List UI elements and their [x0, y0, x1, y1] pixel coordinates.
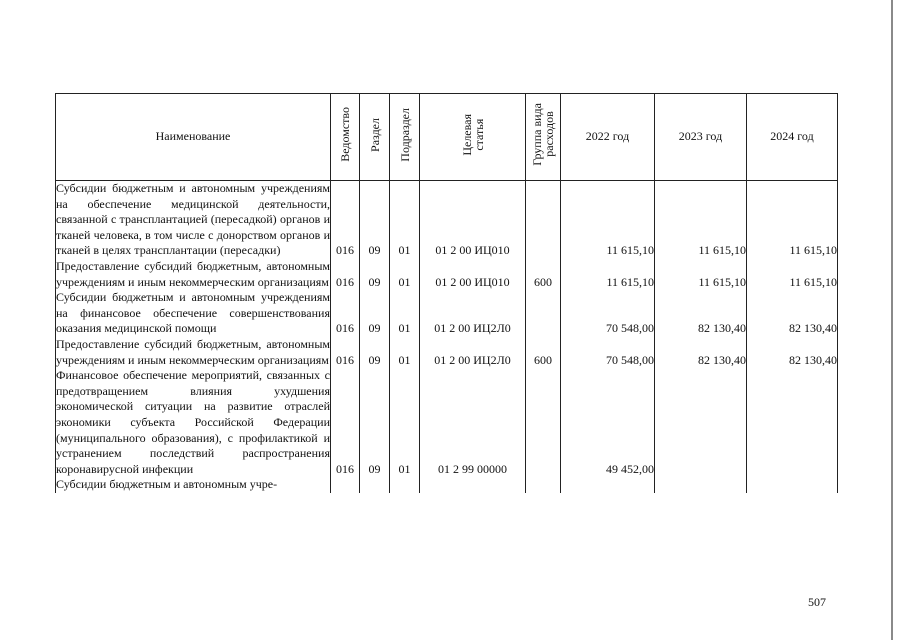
row-subsection: 01 — [390, 259, 420, 290]
row-expense-group — [526, 290, 561, 337]
table-row — [56, 290, 838, 337]
row-amount-2023: 11 615,10 — [655, 259, 747, 290]
row-amount-2022: 70 548,00 — [561, 290, 655, 337]
table-row — [56, 477, 838, 493]
row-subsection: 01 — [390, 290, 420, 337]
header-year-2022-label: 2022 год — [585, 129, 630, 144]
row-section: 09 — [360, 368, 390, 477]
row-section: 09 — [360, 181, 390, 259]
row-expense-group — [526, 181, 561, 259]
header-target-item — [420, 94, 526, 181]
row-amount-2024 — [747, 477, 838, 493]
header-row — [56, 94, 838, 181]
row-section: 09 — [360, 290, 390, 337]
header-section — [360, 94, 390, 181]
row-name: Предоставление субсидий бюджетным, автономным учреждениям и иным некоммерческим организациям — [56, 336, 330, 367]
table-row — [56, 368, 838, 477]
row-amount-2024 — [747, 368, 838, 477]
row-amount-2022: 11 615,10 — [561, 181, 655, 259]
header-expense-group — [526, 94, 561, 181]
header-name — [56, 94, 331, 181]
row-amount-2022: 70 548,00 — [561, 337, 655, 368]
row-amount-2023: 82 130,40 — [655, 290, 747, 337]
row-amount-2022 — [561, 477, 655, 493]
budget-table — [55, 93, 838, 493]
row-target-item: 01 2 00 ИЦ2Л0 — [420, 290, 526, 337]
header-expense-group-label: Группа вида расходов — [530, 103, 556, 167]
row-name: Финансовое обеспечение мероприятий, связанных с предотвращением влияния ухудшения экономической ситуации на развитие отраслей экономики субъекта Российской Федерации (муниципального образования), с профилактикой и устранением последствий распространения коронавирусной инфекции — [56, 368, 330, 476]
row-amount-2023 — [655, 477, 747, 493]
row-department: 016 — [331, 259, 360, 290]
row-amount-2023 — [655, 368, 747, 477]
header-section-label: Раздел — [367, 117, 382, 152]
row-subsection: 01 — [390, 181, 420, 259]
row-expense-group — [526, 477, 561, 493]
row-section: 09 — [360, 337, 390, 368]
row-name: Субсидии бюджетным и автономным учреждениям на финансовое обеспечение совершенствования оказания медицинской помощи — [56, 290, 330, 336]
row-expense-group — [526, 368, 561, 477]
row-department: 016 — [331, 368, 360, 477]
header-target-item-label: Целевая статья — [459, 113, 486, 156]
row-amount-2023: 11 615,10 — [655, 181, 747, 259]
row-amount-2023: 82 130,40 — [655, 337, 747, 368]
row-amount-2022: 11 615,10 — [561, 259, 655, 290]
row-target-item: 01 2 00 ИЦ010 — [420, 259, 526, 290]
header-year-2023-label: 2023 год — [678, 129, 723, 144]
table-row — [56, 181, 838, 259]
page-edge-line — [891, 0, 893, 640]
table-row — [56, 259, 838, 290]
header-name-label: Наименование — [155, 129, 231, 144]
row-section — [360, 477, 390, 493]
row-section: 09 — [360, 259, 390, 290]
row-subsection — [390, 477, 420, 493]
header-year-2024-label: 2024 год — [770, 129, 814, 144]
row-amount-2024: 11 615,10 — [747, 259, 838, 290]
row-name: Предоставление субсидий бюджетным, автономным учреждениям и иным некоммерческим организациям — [56, 258, 330, 289]
row-amount-2024: 11 615,10 — [747, 181, 838, 259]
row-target-item — [420, 477, 526, 493]
page-number: 507 — [808, 595, 826, 609]
header-department-label: Ведомство — [338, 107, 352, 163]
row-subsection: 01 — [390, 368, 420, 477]
row-amount-2022: 49 452,00 — [561, 368, 655, 477]
table-row — [56, 337, 838, 368]
row-amount-2024: 82 130,40 — [747, 290, 838, 337]
header-subsection-label: Подраздел — [397, 107, 412, 162]
header-year-2023 — [655, 94, 747, 181]
row-expense-group: 600 — [526, 259, 561, 290]
header-subsection — [390, 94, 420, 181]
row-target-item: 01 2 00 ИЦ2Л0 — [420, 337, 526, 368]
header-department — [331, 94, 360, 181]
row-amount-2024: 82 130,40 — [747, 337, 838, 368]
row-name: Субсидии бюджетным и автономным учре- — [56, 477, 331, 493]
row-department: 016 — [331, 181, 360, 259]
header-year-2024 — [747, 94, 838, 181]
row-department: 016 — [331, 337, 360, 368]
row-subsection: 01 — [390, 337, 420, 368]
row-department — [331, 477, 360, 493]
row-target-item: 01 2 99 00000 — [420, 368, 526, 477]
row-target-item: 01 2 00 ИЦ010 — [420, 181, 526, 259]
row-department: 016 — [331, 290, 360, 337]
header-year-2022 — [561, 94, 655, 181]
row-name: Субсидии бюджетным и автономным учреждениям на обеспечение медицинской деятельности, связанной с трансплантацией (пересадкой) органов и тканей человека, в том числе с донорством органов и тканей в целях трансплантации (пересадки) — [56, 181, 330, 258]
row-expense-group: 600 — [526, 337, 561, 368]
